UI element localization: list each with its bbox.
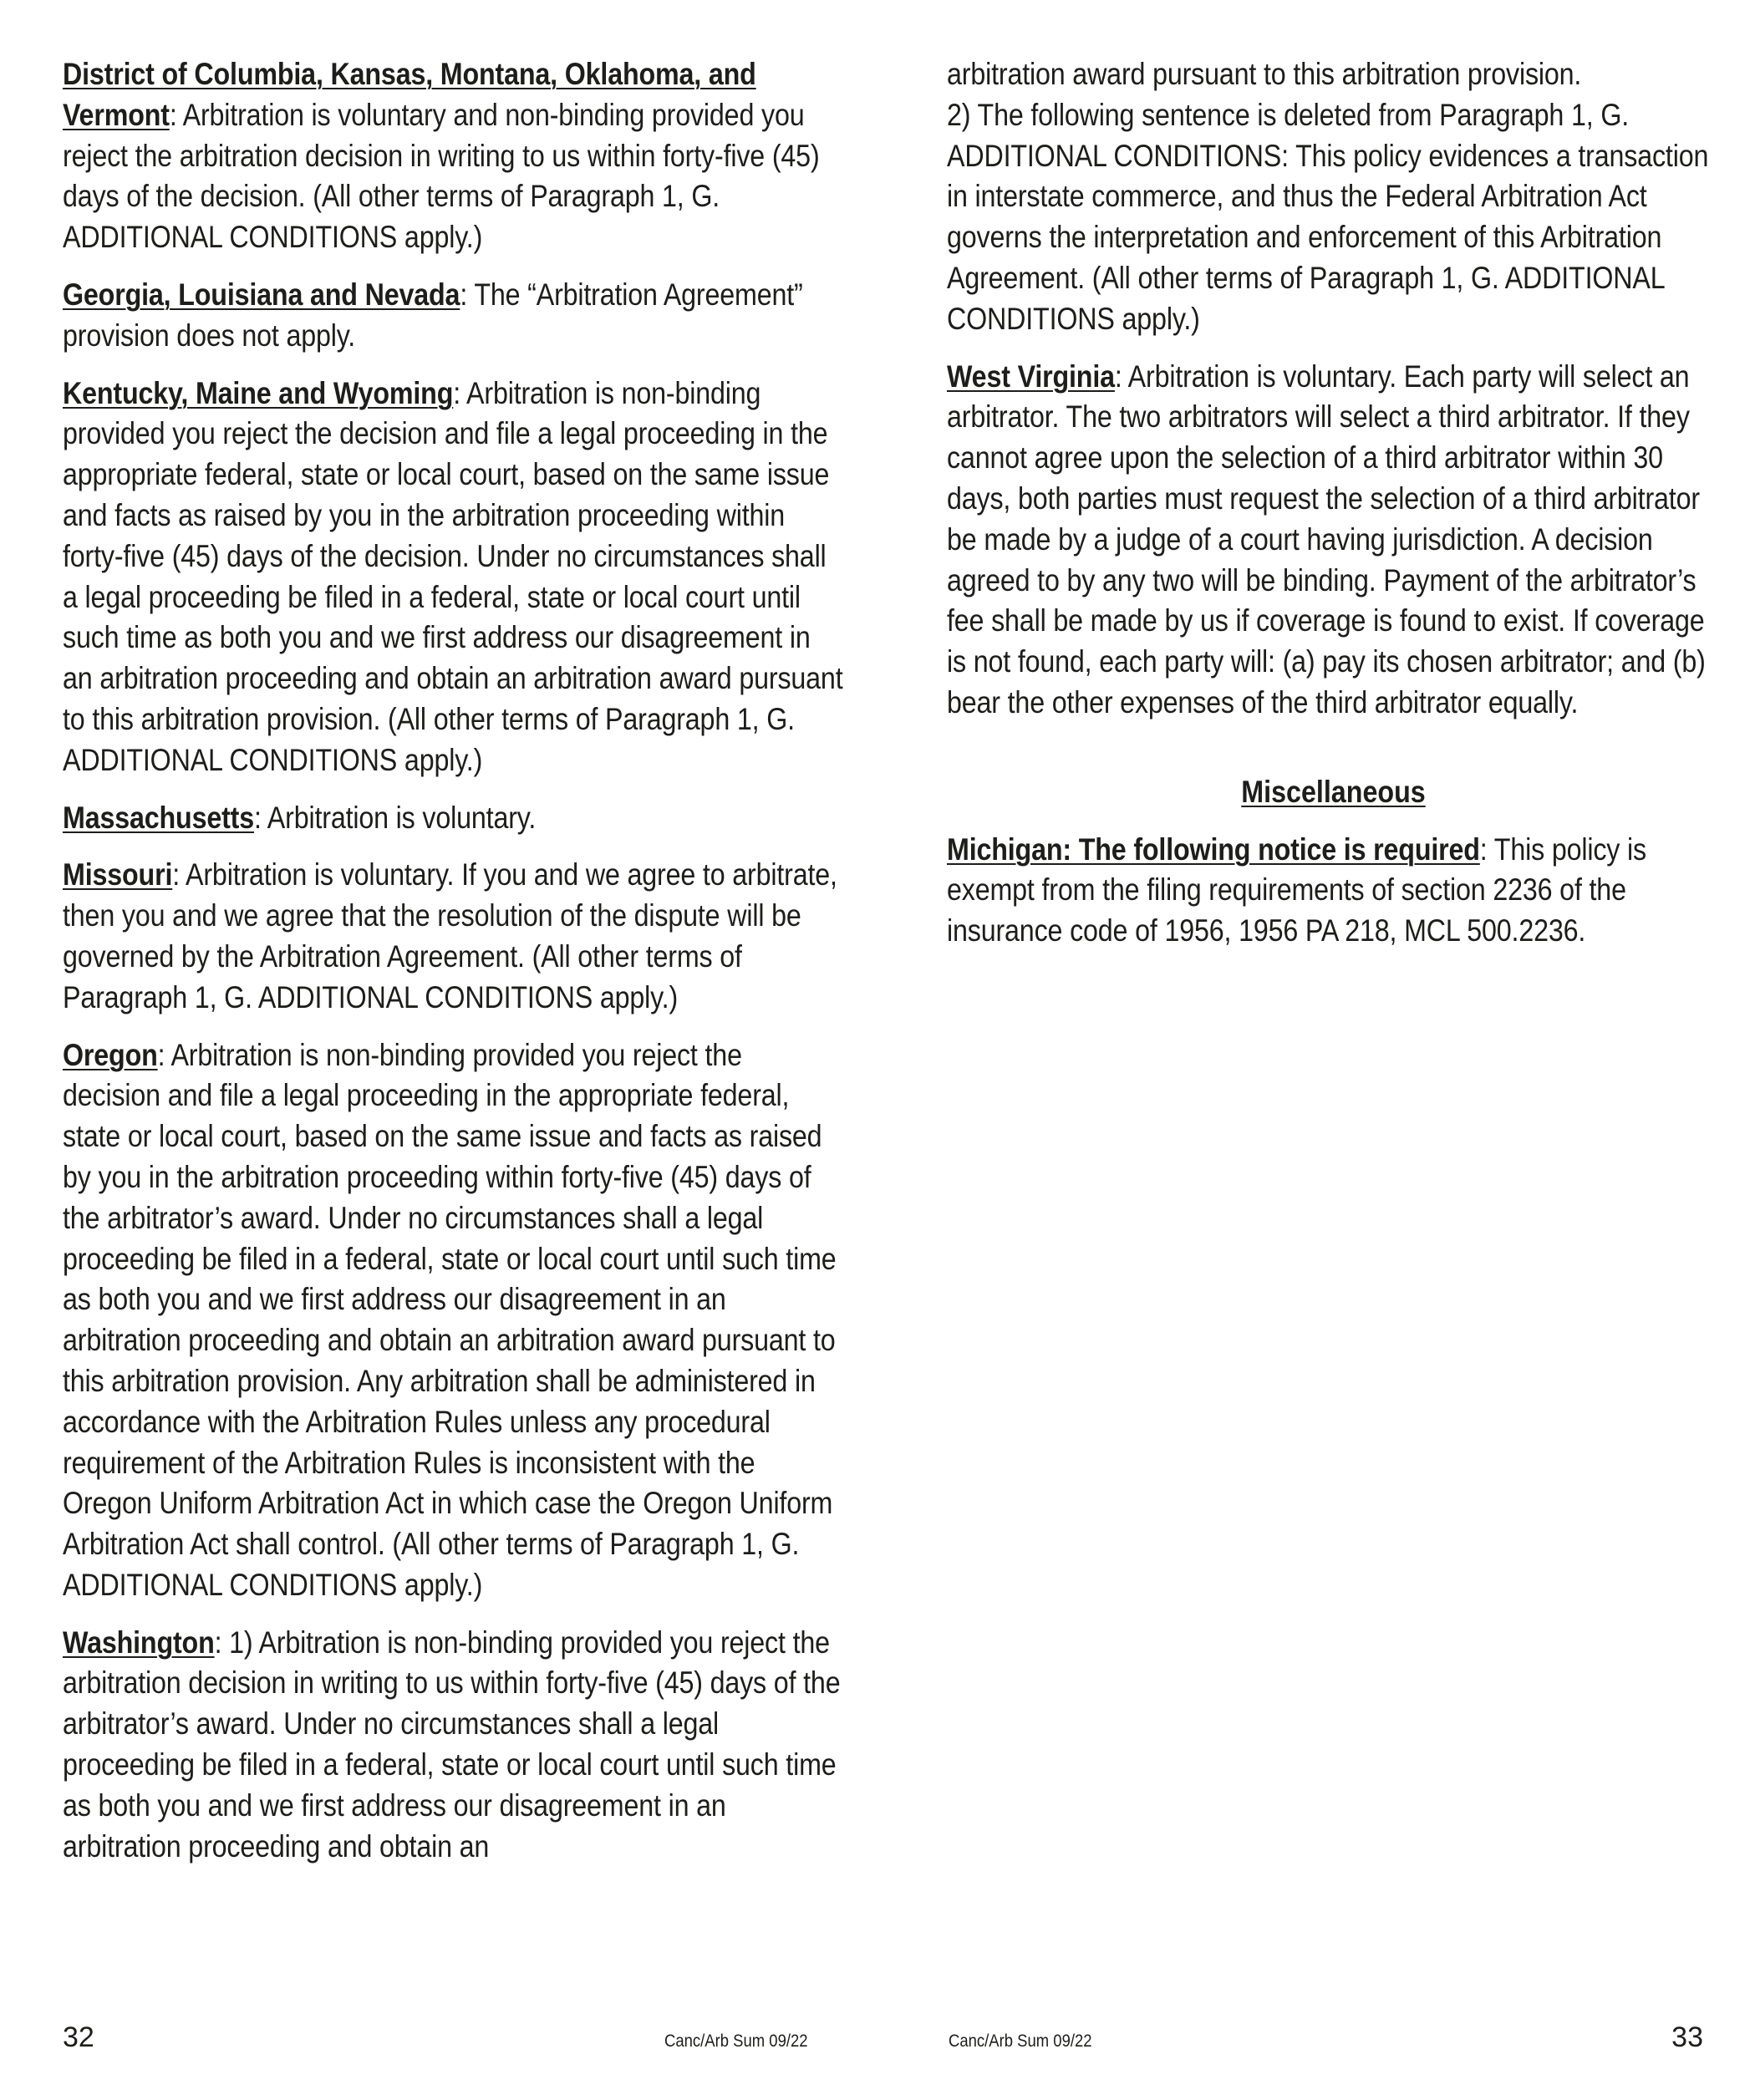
- paragraph-massachusetts: [63, 797, 844, 838]
- paragraph-heading: District of Columbia, Kansas, Montana, Oklahoma, and Vermont: [63, 56, 756, 132]
- paragraph-ky-me-wy: [63, 373, 844, 781]
- paragraph-heading: Missouri: [63, 857, 173, 892]
- paragraph-michigan: [947, 829, 1720, 951]
- paragraph-washington-continued: arbitration award pursuant to this arbitration provision.: [947, 56, 1582, 91]
- paragraph-body: : Arbitration is voluntary and non-binding provided you reject the arbitration decision in writing to us within forty-five (45) days of the decision. (All other terms of Paragraph 1, G. ADDITIONAL CONDITIONS apply.): [63, 96, 820, 255]
- paragraph-heading: Georgia, Louisiana and Nevada: [63, 276, 460, 312]
- paragraph-heading: West Virginia: [947, 358, 1115, 394]
- paragraph-body: : 1) Arbitration is non-binding provided you reject the arbitration decision in writing to us within forty-five (45) days of the arbitrator’s award. Under no circumstances shall a legal proceeding be filed in a federal, state or local court until such time as both you and we first address our disagreement in an arbitration proceeding and obtain an: [63, 1624, 841, 1864]
- paragraph-dc-ks-mt-ok-vt: [63, 53, 844, 257]
- paragraph-body: : Arbitration is voluntary.: [254, 799, 537, 835]
- paragraph-heading: Massachusetts: [63, 799, 255, 835]
- paragraph-missouri: [63, 854, 844, 1017]
- paragraph-washington-item-2: 2) The following sentence is deleted from Paragraph 1, G. ADDITIONAL CONDITIONS: This policy evidences a transaction in interstate commerce, and thus the Federal Arbitration Act governs the interpretation and enforcement of this Arbitration Agreement. (All other terms of Paragraph 1, G. ADDITIONAL CONDITIONS apply.): [947, 96, 1709, 336]
- paragraph-heading: Oregon: [63, 1036, 158, 1072]
- paragraph-heading: Washington: [63, 1624, 215, 1660]
- form-code-right: Canc/Arb Sum 09/22: [949, 2031, 1092, 2051]
- paragraph-body: : The “Arbitration Agreement” provision does not apply.: [63, 276, 803, 353]
- page-number-left: 32: [63, 2021, 94, 2053]
- page-number-right: 33: [1671, 2021, 1703, 2053]
- paragraph-body: : Arbitration is non-binding provided you reject the decision and file a legal proceeding in the appropriate federal, state or local court, based on the same issue and facts as raised by you in the arbitration proceeding within forty-five (45) days of the decision. Under no circumstances shall a legal proceeding be filed in a federal, state or local court until such time as both you and we first address our disagreement in an arbitration proceeding and obtain an arbitration award pursuant to this arbitration provision. (All other terms of Paragraph 1, G. ADDITIONAL CONDITIONS apply.): [63, 374, 843, 777]
- left-page-column: [63, 53, 844, 1883]
- section-title-miscellaneous: Miscellaneous: [1241, 773, 1426, 809]
- paragraph-body: : Arbitration is voluntary. Each party will select an arbitrator. The two arbitrators will select a third arbitrator. If they cannot agree upon the selection of a third arbitrator within 30 days, both parties must request the selection of a third arbitrator be made by a judge of a court having jurisdiction. A decision agreed to by any two will be binding. Payment of the arbitrator’s fee shall be made by us if coverage is found to exist. If coverage is not found, each party will: (a) pay its chosen arbitrator; and (b) bear the other expenses of the third arbitrator equally.: [947, 358, 1706, 719]
- paragraph-body: : Arbitration is non-binding provided you reject the decision and file a legal proceeding in the appropriate federal, state or local court, based on the same issue and facts as raised by you in the arbitration proceeding within forty-five (45) days of the arbitrator’s award. Under no circumstances shall a legal proceeding be filed in a federal, state or local court until such time as both you and we first address our disagreement in an arbitration proceeding and obtain an arbitration award pursuant to this arbitration provision. Any arbitration shall be administered in accordance with the Arbitration Rules unless any procedural requirement of the Arbitration Rules is inconsistent with the Oregon Uniform Arbitration Act in which case the Oregon Uniform Arbitration Act shall control. (All other terms of Paragraph 1, G. ADDITIONAL CONDITIONS apply.): [63, 1036, 837, 1602]
- paragraph-oregon: [63, 1035, 844, 1605]
- paragraph-body: : This policy is exempt from the filing requirements of section 2236 of the insurance code of 1956, 1956 PA 218, MCL 500.2236.: [947, 831, 1646, 948]
- paragraph-washington: [63, 1622, 844, 1867]
- paragraph-heading: Michigan: The following notice is required: [947, 831, 1480, 867]
- right-page-column: [947, 53, 1720, 968]
- paragraph-heading: Kentucky, Maine and Wyoming: [63, 374, 454, 410]
- paragraph-ga-la-nv: [63, 274, 844, 356]
- form-code-left: Canc/Arb Sum 09/22: [664, 2031, 808, 2051]
- paragraph-west-virginia: [947, 356, 1720, 723]
- paragraph-body: : Arbitration is voluntary. If you and we agree to arbitrate, then you and we agree that the resolution of the dispute will be governed by the Arbitration Agreement. (All other terms of Paragraph 1, G. ADDITIONAL CONDITIONS apply.): [63, 857, 837, 1014]
